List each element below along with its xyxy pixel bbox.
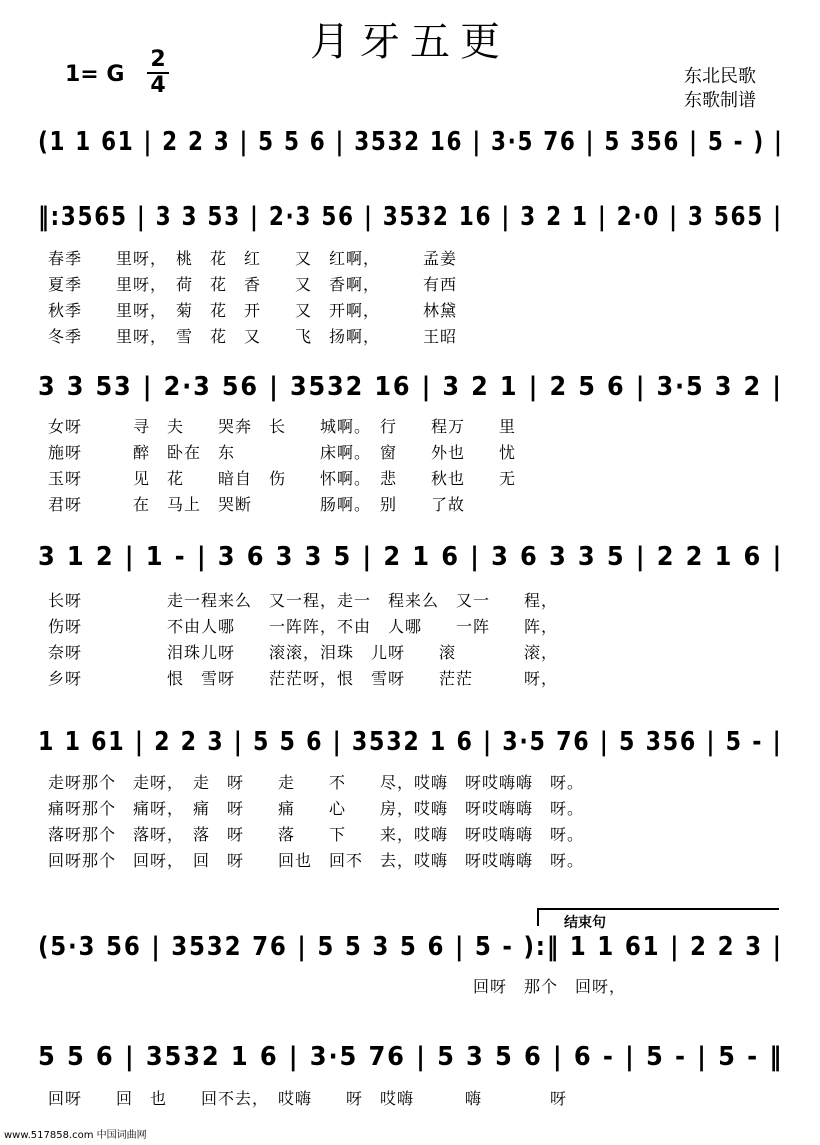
lyric-row: 君呀 在 马上 哭断 肠啊。 别 了故 [48,495,466,514]
score-system-5 [38,725,783,765]
score-system-2 [38,200,783,240]
lyrics-block-4 [48,588,788,692]
time-denominator: 4 [147,72,169,98]
lyric-row: 回呀那个 回呀， 回 呀 回也 回不 去，哎嗨 呀哎嗨嗨 呀。 [48,851,585,870]
score-system-4 [38,540,783,580]
score-system-3 [38,370,783,410]
lyric-row: 女呀 寻 夫 哭奔 长 城啊。 行 程万 里 [48,417,517,436]
lyric-row: 奈呀 泪珠儿呀 滚滚，泪珠 儿呀 滚 滚， [48,643,559,662]
lyric-row: 回呀 那个 回呀， [48,977,627,996]
credit-arranger: 东歌制谱 [684,90,756,111]
time-signature [147,48,169,98]
ending-label: 结束句 [564,915,606,931]
lyric-row: 回呀 回 也 回不去， 哎嗨 呀 哎嗨 嗨 呀 [48,1089,568,1108]
score-system-1 [38,125,783,165]
notes-row: 5 5 6 | 3532 1 6 | 3·5 76 | 5 3 5 6 | 6 - | 5 - | 5 - ‖ [38,1042,784,1072]
notes-row: 3 3 53 | 2·3 56 | 3532 16 | 3 2 1 | 2 5 6 | 3·5 3 2 | [38,372,783,402]
lyric-row: 施呀 醉 卧在 东 床啊。 窗 外也 忧 [48,443,517,462]
lyrics-block-7 [48,1086,788,1112]
song-title: 月牙五更 [310,19,510,65]
lyric-row: 长呀 走一程来么 又一程，走一 程来么 又一 程， [48,591,559,610]
lyric-row: 春季 里呀， 桃 花 红 又 红啊， 孟姜 [48,249,458,268]
notes-row: (1 1 61 | 2 2 3 | 5 5 6 | 3532 16 | 3·5 76 | 5 356 | 5 - ) | [38,127,784,157]
lyric-row: 秋季 里呀， 菊 花 开 又 开啊， 林黛 [48,301,458,320]
lyric-row: 痛呀那个 痛呀， 痛 呀 痛 心 房，哎嗨 呀哎嗨嗨 呀。 [48,799,585,818]
time-numerator: 2 [150,47,166,72]
site-footer: www.517858.com 中国词曲网 [4,1130,147,1141]
score-system-7 [38,1040,783,1080]
lyric-row: 玉呀 见 花 暗自 伤 怀啊。 悲 秋也 无 [48,469,517,488]
credit-origin: 东北民歌 [684,66,756,87]
notes-row: 1 1 61 | 2 2 3 | 5 5 6 | 3532 1 6 | 3·5 76 | 5 356 | 5 - | [38,727,783,757]
notes-row: 3 1 2 | 1 - | 3 6 3 3 5 | 2 1 6 | 3 6 3 3 5 | 2 2 1 6 | [38,542,784,572]
lyric-row: 伤呀 不由人哪 一阵阵，不由 人哪 一阵 阵， [48,617,559,636]
lyric-row: 夏季 里呀， 荷 花 香 又 香啊， 有西 [48,275,458,294]
lyrics-block-2 [48,246,788,350]
score-system-6 [38,930,783,970]
lyric-row: 乡呀 恨 雪呀 茫茫呀，恨 雪呀 茫茫 呀， [48,669,559,688]
lyric-row: 落呀那个 落呀， 落 呀 落 下 来，哎嗨 呀哎嗨嗨 呀。 [48,825,585,844]
notes-row: (5·3 56 | 3532 76 | 5 5 3 5 6 | 5 - ):‖ 1 1 61 | 2 2 3 | [38,932,783,962]
lyrics-block-3 [48,414,788,518]
lyric-row: 走呀那个 走呀， 走 呀 走 不 尽，哎嗨 呀哎嗨嗨 呀。 [48,773,585,792]
lyrics-block-6 [48,974,788,1000]
lyrics-block-5 [48,770,788,874]
notes-row: ‖:3565 | 3 3 53 | 2·3 56 | 3532 16 | 3 2 1 | 2·0 | 3 565 | [38,202,783,232]
key-signature: 1= G [65,62,125,87]
lyric-row: 冬季 里呀， 雪 花 又 飞 扬啊， 王昭 [48,327,458,346]
